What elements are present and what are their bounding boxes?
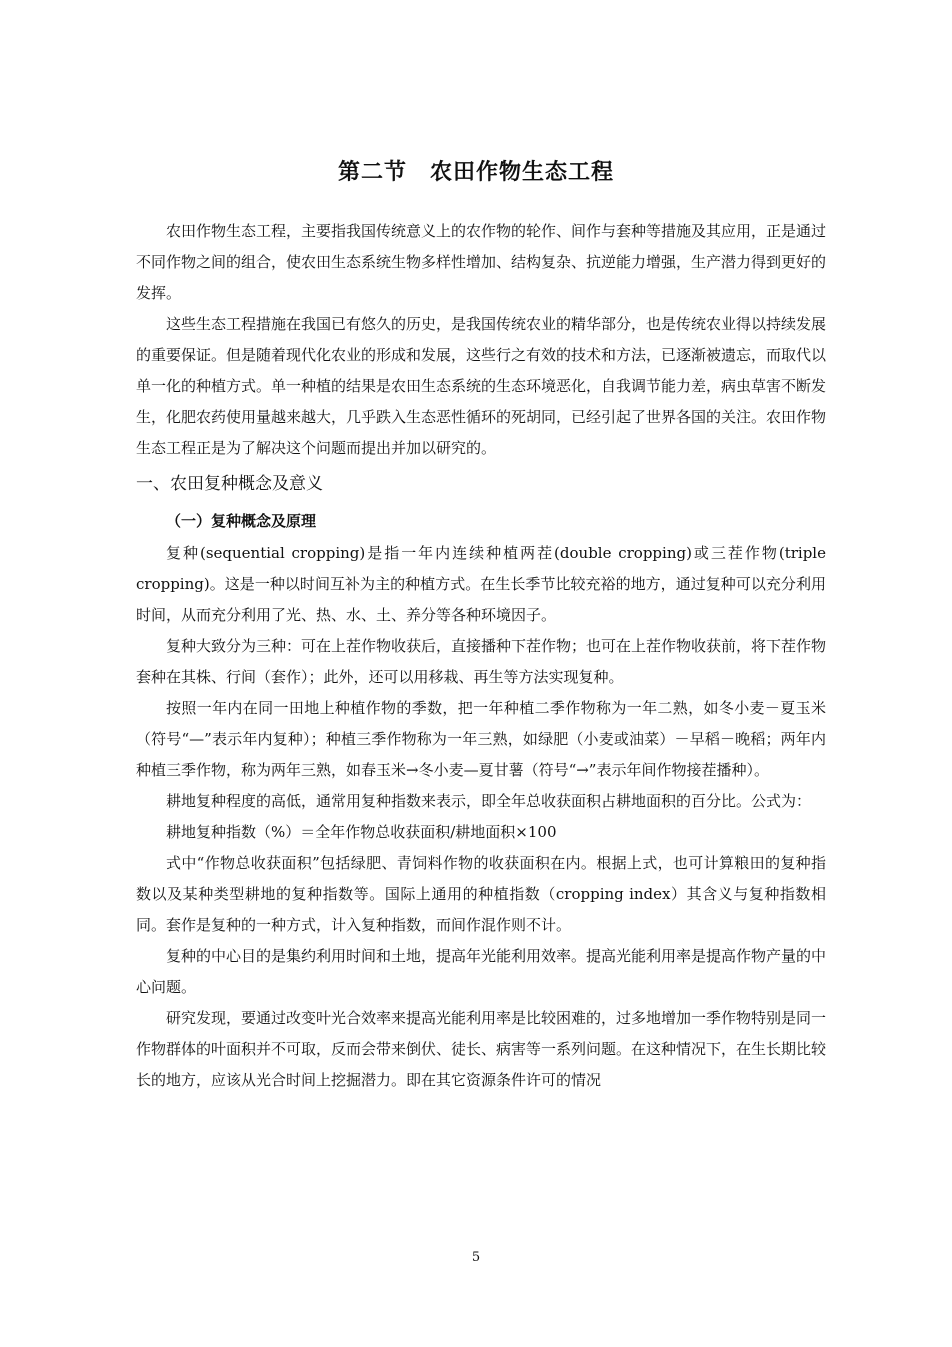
page-number: 5 [471, 1250, 481, 1265]
section-heading: 一、农田复种概念及意义 [136, 474, 323, 494]
intro-paragraph-1: 农田作物生态工程，主要指我国传统意义上的农作物的轮作、间作与套种等措施及其应用，正是通过不同作物之间的组合，使农田生态系统生物多样性增加、结构复杂、抗逆能力增强，生产潜力得到更好的发挥。 [136, 222, 827, 302]
paragraph-formula-notes: 式中“作物总收获面积”包括绿肥、青饲料作物的收获面积在内。根据上式，也可计算粮田的复种指数以及某种类型耕地的复种指数等。国际上通用的种植指数（cropping index）其含义与复种指数相同。套作是复种的一种方式，计入复种指数，而间作混作则不计。 [136, 854, 826, 934]
paragraph-cropping-types: 复种大致分为三种：可在上茬作物收获后，直接播种下茬作物；也可在上茬作物收获前，将下茬作物套种在其株、行间（套作）；此外，还可以用移栽、再生等方法实现复种。 [136, 637, 827, 686]
paragraph-central-purpose: 复种的中心目的是集约利用时间和土地，提高年光能利用效率。提高光能利用率是提高作物产量的中心问题。 [136, 947, 827, 996]
section-title: 第二节 农田作物生态工程 [337, 160, 614, 185]
paragraph-index-intro: 耕地复种程度的高低，通常用复种指数来表示，即全年总收获面积占耕地面积的百分比。公式为： [166, 792, 812, 810]
body-text [136, 216, 826, 1096]
formula-line: 耕地复种指数（%）＝全年作物总收获面积/耕地面积×100 [166, 823, 557, 841]
paragraph-sequential-cropping: 复种(sequential cropping)是指一年内连续种植两茬(double cropping)或三茬作物(triple cropping)。这是一种以时间互补为主的种植方式。在生长季节比较充裕的地方，通过复种可以充分利用时间，从而充分利用了光、热、水、土、养分等各种环境因子。 [136, 544, 826, 624]
paragraph-research: 研究发现，要通过改变叶光合效率来提高光能利用率是比较困难的，过多地增加一季作物特别是同一作物群体的叶面积并不可取，反而会带来倒伏、徒长、病害等一系列问题。在这种情况下，在生长期比较长的地方，应该从光合时间上挖掘潜力。即在其它资源条件许可的情况 [136, 1009, 827, 1089]
paragraph-seasons: 按照一年内在同一田地上种植作物的季数，把一年种植二季作物称为一年二熟，如冬小麦－夏玉米（符号“—”表示年内复种）；种植三季作物称为一年三熟，如绿肥（小麦或油菜）－早稻－晚稻；两年内种植三季作物，称为两年三熟，如春玉米→冬小麦—夏甘薯（符号“→”表示年间作物接茬播种）。 [136, 699, 826, 779]
intro-paragraph-2: 这些生态工程措施在我国已有悠久的历史，是我国传统农业的精华部分，也是传统农业得以持续发展的重要保证。但是随着现代化农业的形成和发展，这些行之有效的技术和方法，已逐渐被遗忘，而取代以单一化的种植方式。单一种植的结果是农田生态系统的生态环境恶化，自我调节能力差，病虫草害不断发生，化肥农药使用量越来越大，几乎跌入生态恶性循环的死胡同，已经引起了世界各国的关注。农田作物生态工程正是为了解决这个问题而提出并加以研究的。 [136, 315, 827, 457]
subsection-heading: （一）复种概念及原理 [166, 512, 317, 530]
